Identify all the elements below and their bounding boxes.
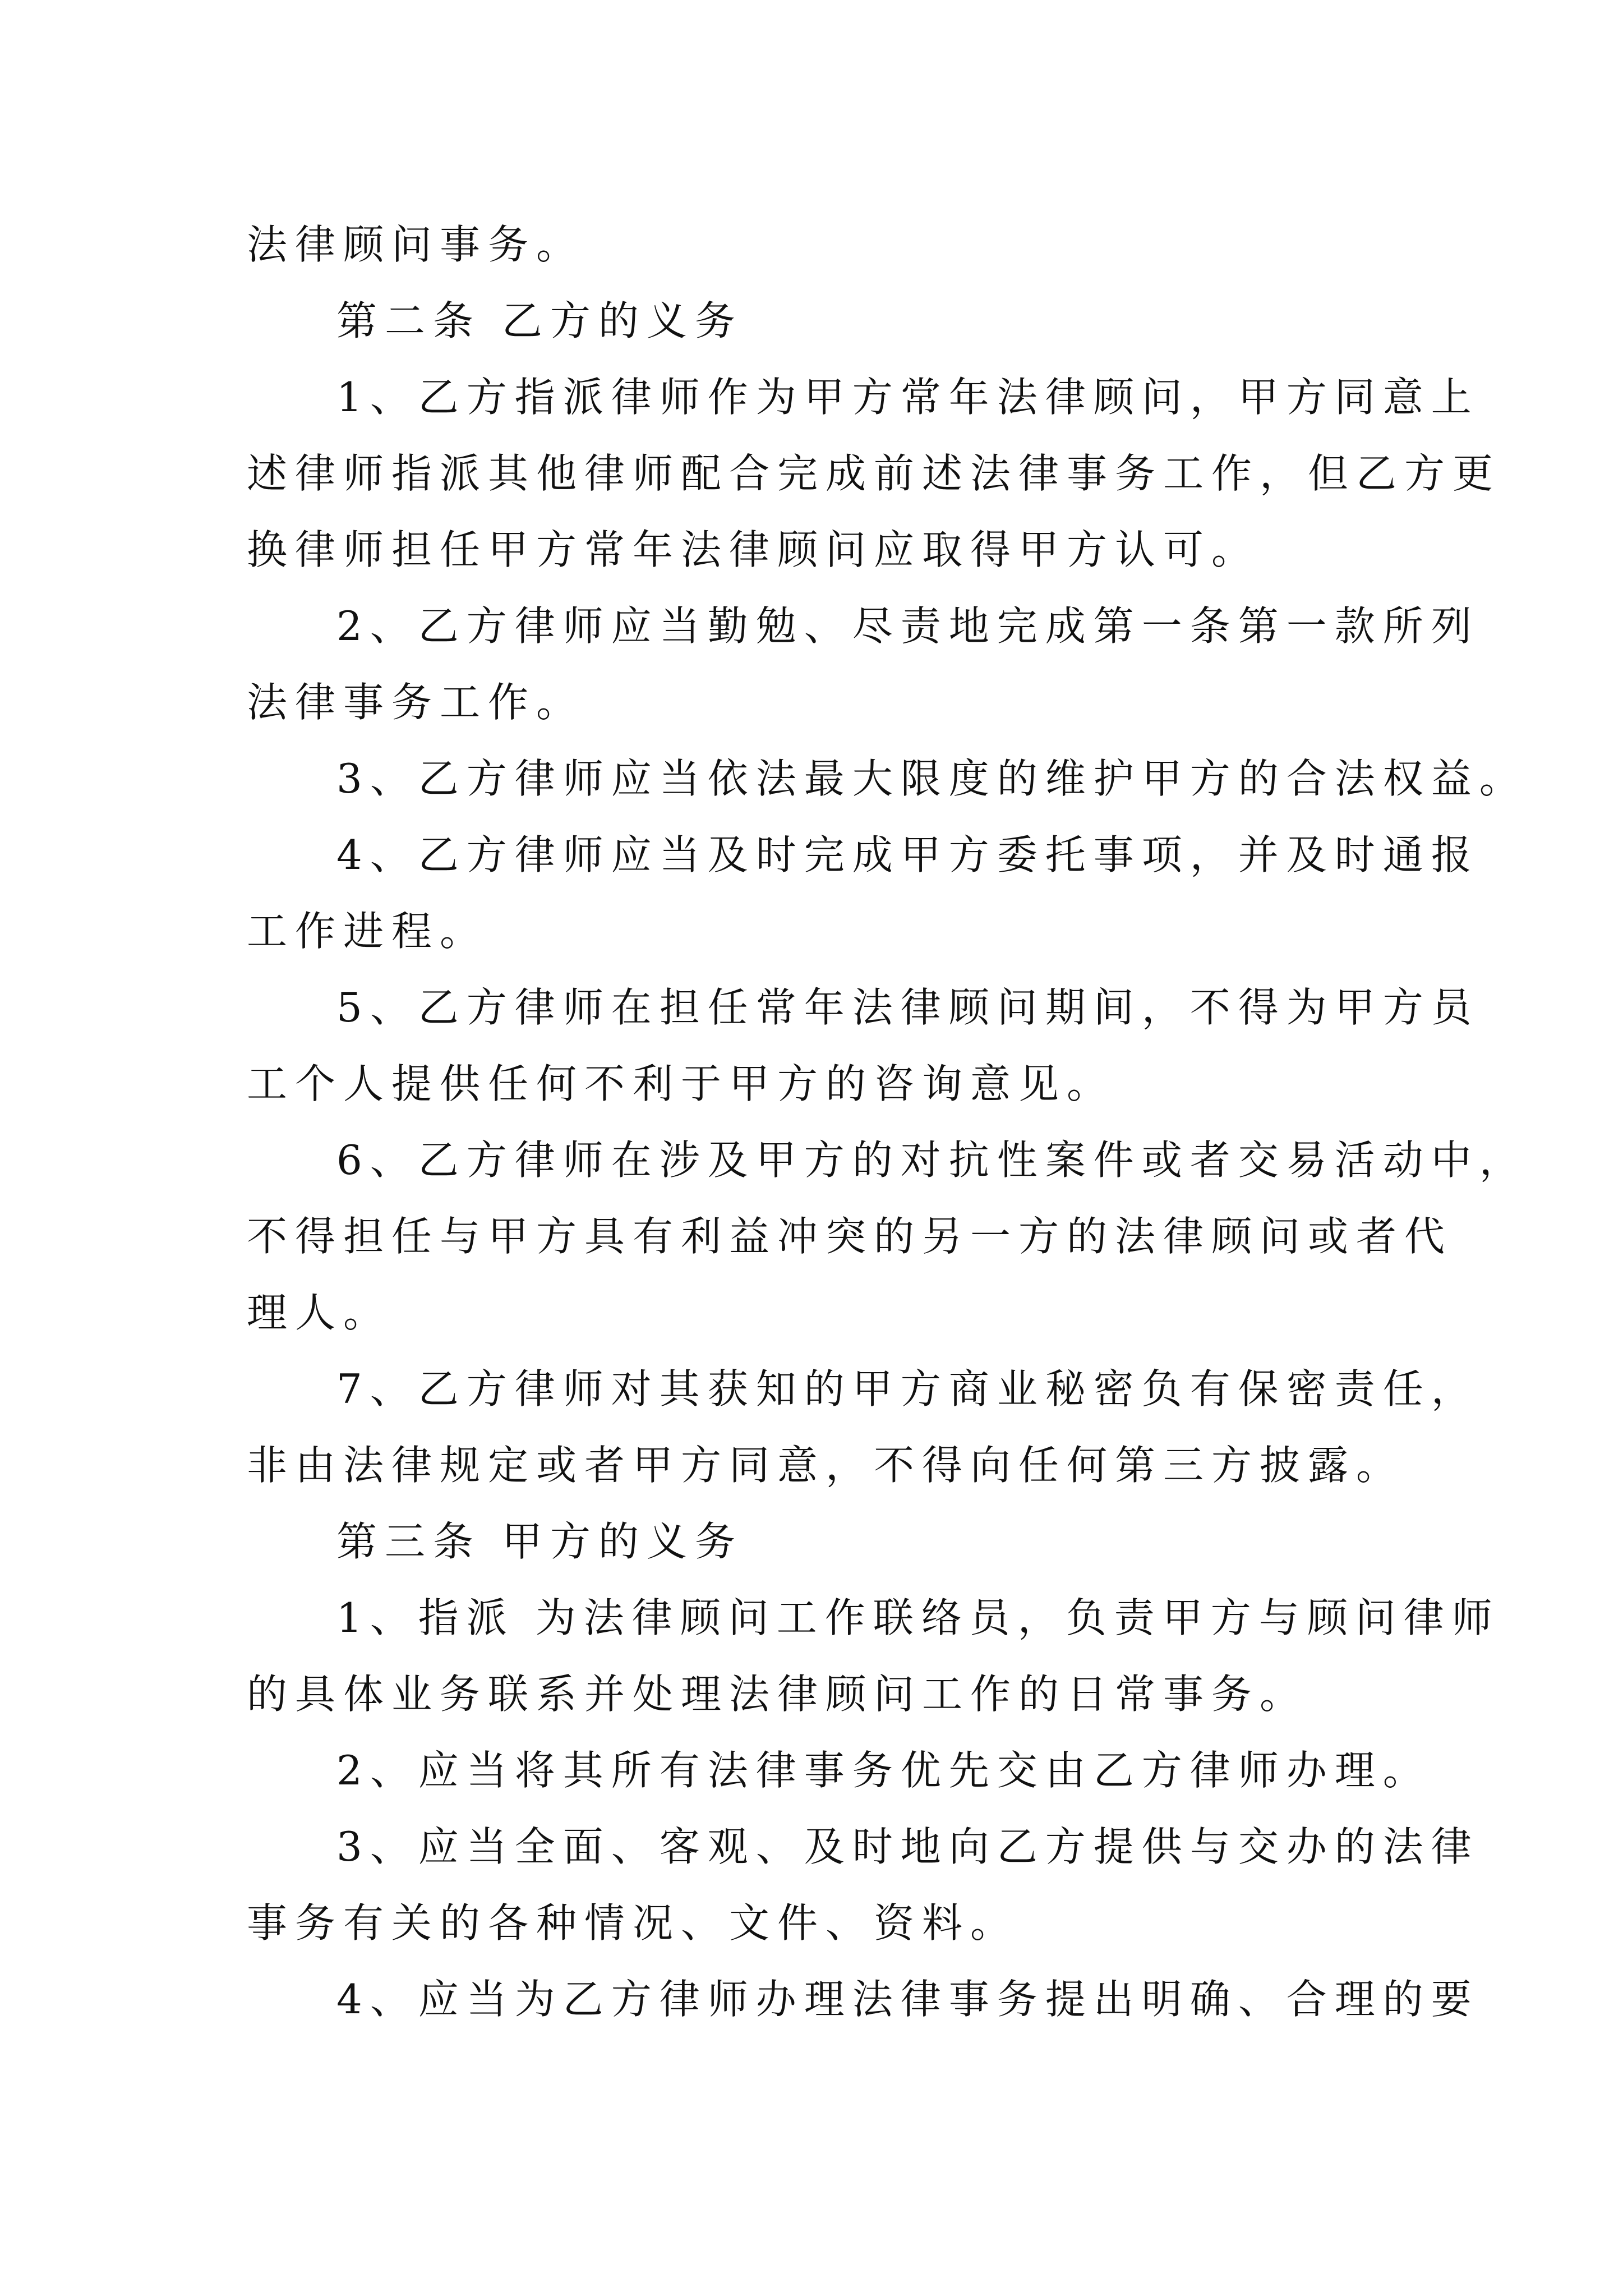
text-line: 事务有关的各种情况、文件、资料。 xyxy=(247,1899,1019,1947)
text-line: 1、乙方指派律师作为甲方常年法律顾问，甲方同意上 xyxy=(336,374,1479,421)
text-line: 3、应当全面、客观、及时地向乙方提供与交办的法律 xyxy=(336,1823,1479,1870)
section-heading: 第二条 乙方的义务 xyxy=(336,297,743,344)
text-line: 不得担任与甲方具有利益冲突的另一方的法律顾问或者代 xyxy=(247,1213,1453,1260)
text-line: 1、指派 为法律顾问工作联络员，负责甲方与顾问律师 xyxy=(336,1594,1500,1641)
text-line: 2、乙方律师应当勤勉、尽责地完成第一条第一款所列 xyxy=(336,602,1479,650)
text-line: 5、乙方律师在担任常年法律顾问期间，不得为甲方员 xyxy=(336,984,1479,1031)
text-line: 法律顾问事务。 xyxy=(247,221,585,268)
text-line: 6、乙方律师在涉及甲方的对抗性案件或者交易活动中， xyxy=(336,1137,1528,1184)
text-line: 7、乙方律师对其获知的甲方商业秘密负有保密责任， xyxy=(336,1365,1479,1412)
text-line: 理人。 xyxy=(247,1289,392,1336)
text-line: 4、应当为乙方律师办理法律事务提出明确、合理的要 xyxy=(336,1976,1479,2023)
text-line: 4、乙方律师应当及时完成甲方委托事项，并及时通报 xyxy=(336,831,1479,878)
text-line: 工作进程。 xyxy=(247,908,488,955)
text-line: 法律事务工作。 xyxy=(247,679,585,726)
text-line: 2、应当将其所有法律事务优先交由乙方律师办理。 xyxy=(336,1747,1431,1794)
text-line: 工个人提供任何不利于甲方的咨询意见。 xyxy=(247,1060,1115,1107)
text-line: 的具体业务联系并处理法律顾问工作的日常事务。 xyxy=(247,1671,1308,1718)
text-line: 换律师担任甲方常年法律顾问应取得甲方认可。 xyxy=(247,526,1260,573)
section-heading: 第三条 甲方的义务 xyxy=(336,1518,743,1565)
text-line: 非由法律规定或者甲方同意，不得向任何第三方披露。 xyxy=(247,1442,1405,1489)
text-line: 3、乙方律师应当依法最大限度的维护甲方的合法权益。 xyxy=(336,755,1528,802)
text-line: 述律师指派其他律师配合完成前述法律事务工作，但乙方更 xyxy=(247,450,1501,497)
